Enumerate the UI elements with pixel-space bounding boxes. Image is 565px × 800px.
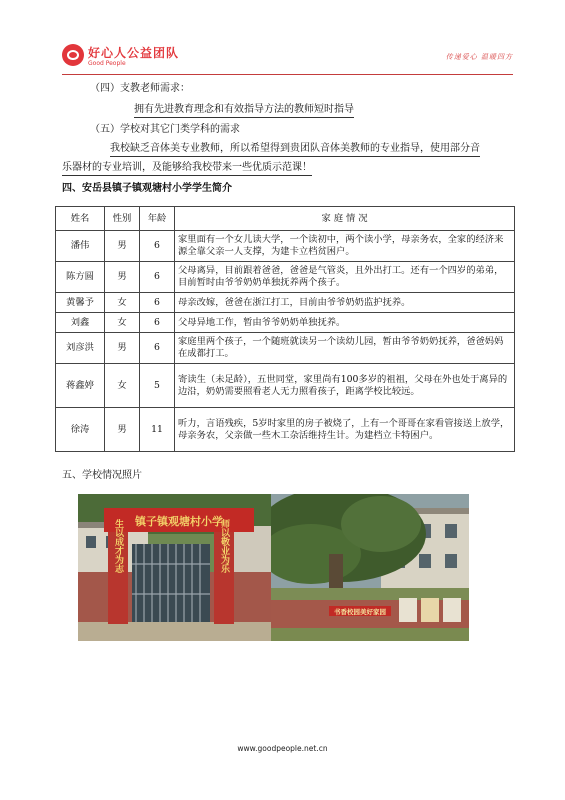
logo-chinese-name: 好心人公益团队 — [88, 46, 180, 60]
student-name: 徐涛 — [56, 408, 105, 452]
part-4-title: 四、安岳县镇子镇观塘村小学学生简介 — [62, 183, 232, 194]
part-5-title: 五、学校情况照片 — [62, 470, 142, 481]
student-family: 家庭里两个孩子，一个随班就读另一个读幼儿园，暂由爷爷奶奶抚养，爸爸妈妈在成都打工。 — [175, 333, 515, 364]
header-age: 年龄 — [140, 207, 175, 231]
section-5-title: （五）学校对其它门类学科的需求 — [90, 124, 240, 135]
student-age: 5 — [140, 364, 175, 408]
student-gender: 女 — [105, 293, 140, 313]
header-name: 姓名 — [56, 207, 105, 231]
student-family: 父母异地工作，暂由爷爷奶奶单独抚养。 — [175, 313, 515, 333]
page-header — [0, 0, 565, 78]
gate-sign-text: 镇子镇观塘村小学 — [135, 515, 223, 528]
school-gate-photo — [78, 494, 271, 641]
student-age: 6 — [140, 313, 175, 333]
wall-sign-text: 书香校园美好家园 — [334, 608, 386, 616]
student-age: 6 — [140, 231, 175, 262]
right-banner-text: 师以敬业为乐 — [219, 519, 229, 573]
header-family: 家 庭 情 况 — [175, 207, 515, 231]
table-row — [56, 333, 515, 364]
table-row — [56, 293, 515, 313]
student-name: 陈方圆 — [56, 262, 105, 293]
table-row — [56, 262, 515, 293]
student-age: 6 — [140, 293, 175, 313]
table-row — [56, 313, 515, 333]
logo-english-name: Good People — [88, 60, 126, 67]
student-family: 母亲改嫁，爸爸在浙江打工，目前由爷爷奶奶监护抚养。 — [175, 293, 515, 313]
student-name: 潘伟 — [56, 231, 105, 262]
student-name: 黄馨予 — [56, 293, 105, 313]
student-gender: 女 — [105, 313, 140, 333]
table-row — [56, 408, 515, 452]
student-name: 刘鑫 — [56, 313, 105, 333]
student-gender: 男 — [105, 262, 140, 293]
student-gender: 男 — [105, 408, 140, 452]
section-5-line-1: 我校缺乏音体美专业教师，所以希望得到贵团队音体美教师的专业指导，使用部分音 — [110, 143, 480, 157]
header-divider — [62, 74, 513, 75]
student-age: 6 — [140, 262, 175, 293]
section-5-line-2: 乐器材的专业培训，及能够给我校带来一些优质示范课！ — [62, 162, 312, 176]
header-gender: 性别 — [105, 207, 140, 231]
student-age: 6 — [140, 333, 175, 364]
student-table — [55, 206, 515, 452]
student-family: 家里面有一个女儿读大学，一个读初中，两个读小学，母亲务农，全家的经济来源全靠父亲一人支撑，为建卡立档贫困户。 — [175, 231, 515, 262]
student-family: 父母离异，目前跟着爸爸，爸爸是气管炎，且外出打工。还有一个四岁的弟弟，目前暂时由爷爷奶奶单独抚养两个孩子。 — [175, 262, 515, 293]
heart-logo-icon — [62, 44, 84, 66]
section-4-title: （四）支教老师需求： — [90, 83, 190, 94]
table-row — [56, 364, 515, 408]
student-age: 11 — [140, 408, 175, 452]
table-row — [56, 231, 515, 262]
header-slogan: 传递爱心 温暖四方 — [445, 53, 513, 61]
section-4-text: 拥有先进教育理念和有效指导方法的教师短时指导 — [134, 104, 354, 118]
student-family: 听力，言语残疾，5岁时家里的房子被烧了，上有一个哥哥在家看管接送上放学，母亲务农，父亲做一些木工杂活维持生计。为建档立卡特困户。 — [175, 408, 515, 452]
student-gender: 女 — [105, 364, 140, 408]
student-gender: 男 — [105, 333, 140, 364]
student-name: 刘彦洪 — [56, 333, 105, 364]
left-banner-text: 生以成才为志 — [113, 519, 123, 573]
footer-url: www.goodpeople.net.cn — [237, 744, 328, 753]
student-name: 蒋鑫婷 — [56, 364, 105, 408]
student-family: 寄读生（未足龄），五世同堂，家里尚有100多岁的祖祖，父母在外也处于离异的边沿，奶奶需要照看老人无力照看孩子，距离学校比较远。 — [175, 364, 515, 408]
table-header-row — [56, 207, 515, 231]
student-gender: 男 — [105, 231, 140, 262]
campus-tree-photo — [271, 494, 469, 641]
